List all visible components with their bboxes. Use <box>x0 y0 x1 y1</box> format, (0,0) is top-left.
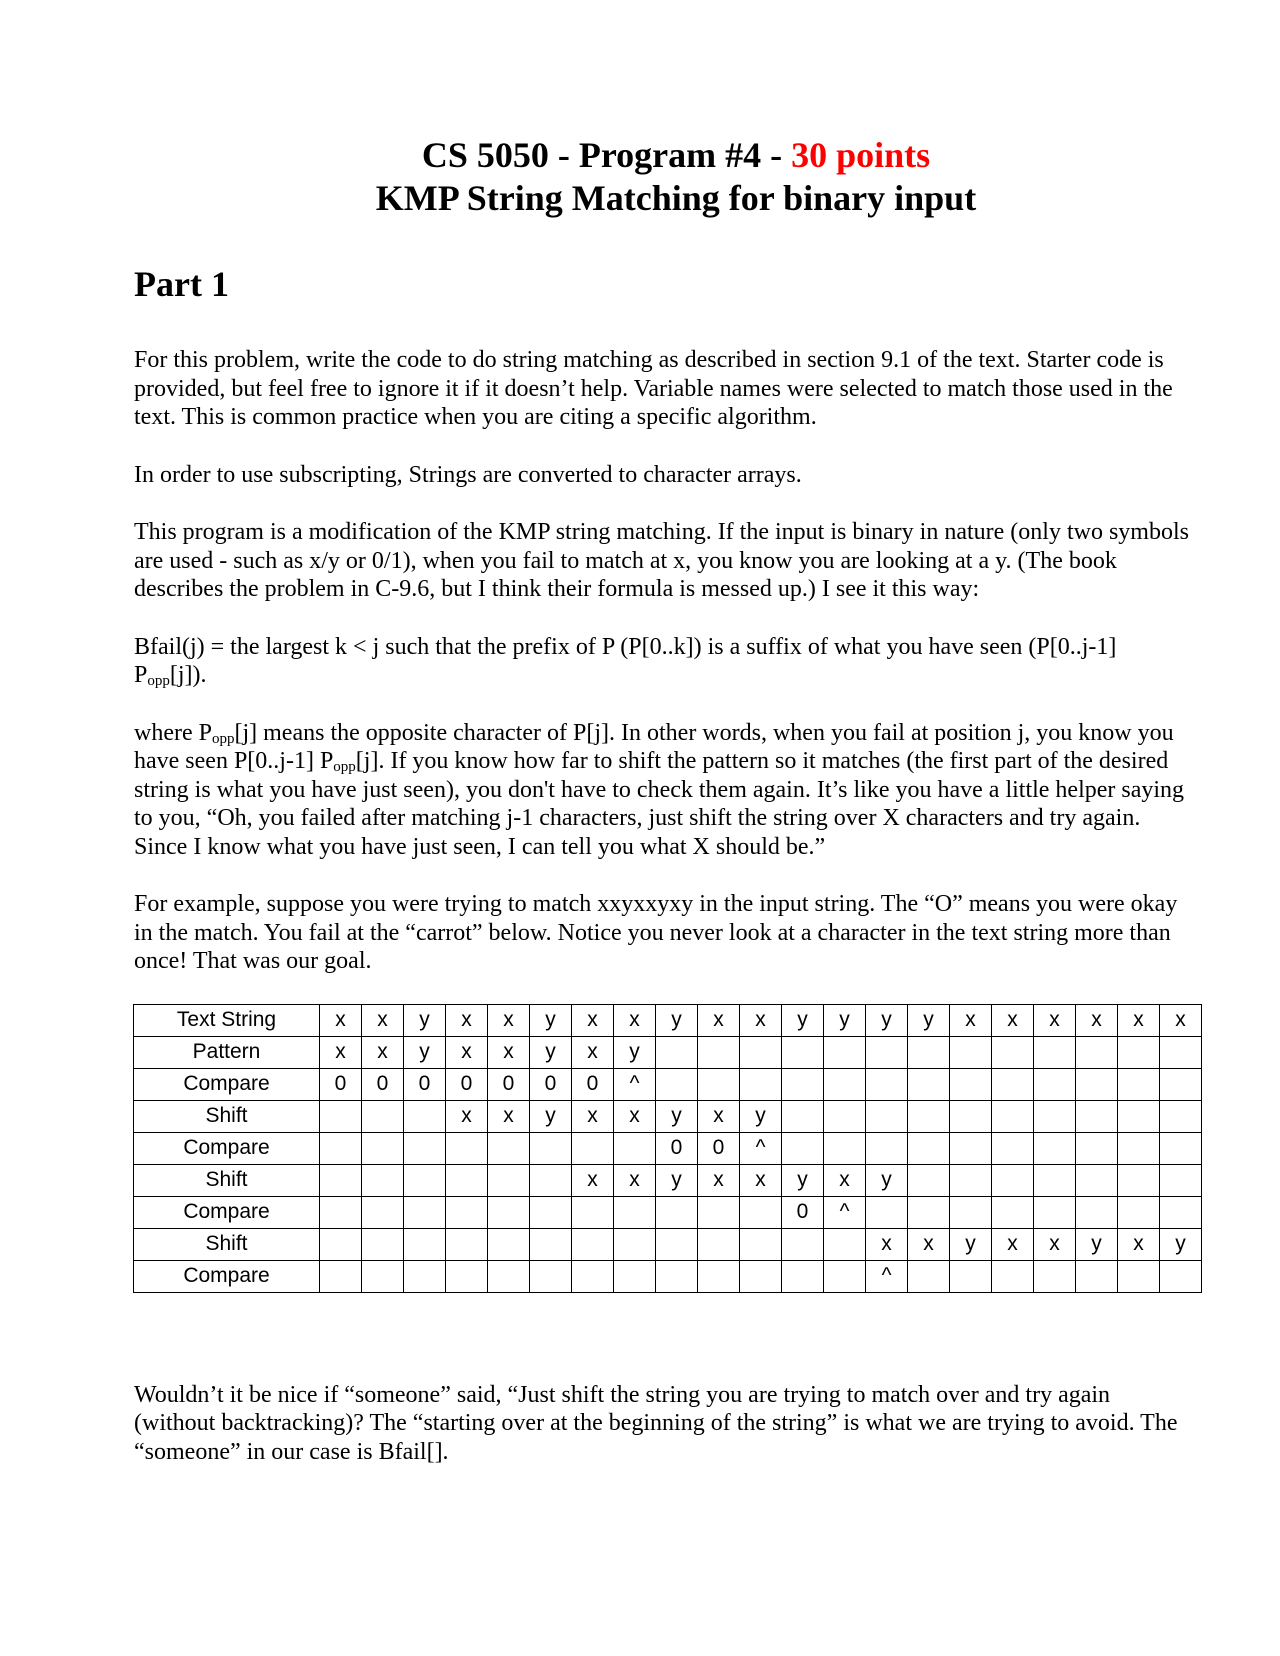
table-cell: y <box>1160 1228 1202 1260</box>
table-cell: y <box>530 1036 572 1068</box>
table-cell <box>698 1036 740 1068</box>
table-cell <box>740 1260 782 1292</box>
table-cell <box>1118 1164 1160 1196</box>
table-cell <box>1118 1036 1160 1068</box>
table-cell <box>1034 1100 1076 1132</box>
table-cell: x <box>446 1100 488 1132</box>
table-cell <box>1160 1260 1202 1292</box>
table-cell <box>1034 1068 1076 1100</box>
table-cell <box>530 1132 572 1164</box>
table-cell: x <box>698 1100 740 1132</box>
table-cell <box>320 1164 362 1196</box>
table-cell <box>1076 1100 1118 1132</box>
table-cell: y <box>782 1164 824 1196</box>
table-cell: y <box>656 1004 698 1036</box>
table-cell: 0 <box>698 1132 740 1164</box>
table-cell: y <box>740 1100 782 1132</box>
table-cell <box>1076 1164 1118 1196</box>
table-cell <box>950 1164 992 1196</box>
table-cell: x <box>908 1228 950 1260</box>
row-label: Compare <box>134 1196 320 1228</box>
row-label: Compare <box>134 1260 320 1292</box>
table-cell: x <box>614 1164 656 1196</box>
table-cell: x <box>1034 1004 1076 1036</box>
table-cell <box>446 1228 488 1260</box>
table-cell <box>572 1196 614 1228</box>
table-cell <box>908 1100 950 1132</box>
table-cell: y <box>656 1100 698 1132</box>
table-cell: y <box>404 1036 446 1068</box>
table-cell <box>488 1196 530 1228</box>
table-cell <box>530 1196 572 1228</box>
table-row <box>134 1196 1202 1228</box>
table-cell <box>908 1068 950 1100</box>
paragraph-modification: This program is a modification of the KMP string matching. If the input is binary in nature (only two symbols are used - such as x/y or 0/1), when you fail to match at x, you know you are looking at a y. (The book describes the problem in C-9.6, but I think their formula is messed up.) I see it this way: <box>134 519 1189 602</box>
table-cell <box>824 1100 866 1132</box>
table-cell: x <box>698 1004 740 1036</box>
table-cell <box>1034 1164 1076 1196</box>
table-cell <box>950 1132 992 1164</box>
table-cell <box>446 1164 488 1196</box>
table-cell: x <box>1034 1228 1076 1260</box>
part-heading: Part 1 <box>134 264 229 304</box>
table-cell: x <box>572 1164 614 1196</box>
table-cell: x <box>740 1164 782 1196</box>
document-title <box>134 134 1194 220</box>
table-cell <box>404 1132 446 1164</box>
table-cell <box>656 1260 698 1292</box>
table-cell <box>320 1132 362 1164</box>
table-cell <box>320 1196 362 1228</box>
table-cell <box>782 1068 824 1100</box>
table-cell: y <box>656 1164 698 1196</box>
table-cell <box>446 1196 488 1228</box>
paragraph-bfail-definition: Bfail(j) = the largest k < j such that the prefix of P (P[0..k]) is a suffix of what you have seen (P[0..j-1] $P_{opp}[j]$). <box>134 633 1117 689</box>
table-cell <box>950 1260 992 1292</box>
row-label: Compare <box>134 1068 320 1100</box>
table-cell <box>782 1228 824 1260</box>
table-cell <box>908 1164 950 1196</box>
table-cell <box>488 1260 530 1292</box>
table-cell <box>572 1260 614 1292</box>
kmp-example-table <box>133 1004 1202 1293</box>
table-cell <box>1034 1036 1076 1068</box>
table-cell <box>1118 1068 1160 1100</box>
table-cell: x <box>698 1164 740 1196</box>
table-cell <box>362 1196 404 1228</box>
table-cell <box>1160 1100 1202 1132</box>
table-cell <box>362 1260 404 1292</box>
table-cell <box>446 1260 488 1292</box>
table-cell <box>656 1036 698 1068</box>
table-cell <box>404 1260 446 1292</box>
table-cell <box>992 1260 1034 1292</box>
table-cell: 0 <box>404 1068 446 1100</box>
table-cell: x <box>614 1100 656 1132</box>
table-cell <box>698 1260 740 1292</box>
table-cell <box>782 1100 824 1132</box>
table-cell <box>950 1100 992 1132</box>
table-cell <box>488 1164 530 1196</box>
table-cell: y <box>1076 1228 1118 1260</box>
table-cell <box>992 1100 1034 1132</box>
table-cell <box>1160 1036 1202 1068</box>
table-cell: x <box>1160 1004 1202 1036</box>
paragraph-subscripting: In order to use subscripting, Strings are converted to character arrays. <box>134 461 802 488</box>
table-cell <box>782 1036 824 1068</box>
table-cell <box>404 1100 446 1132</box>
table-row <box>134 1068 1202 1100</box>
table-cell <box>320 1100 362 1132</box>
title-course-program: CS 5050 - Program #4 - <box>421 135 792 175</box>
table-cell <box>740 1036 782 1068</box>
table-cell <box>908 1260 950 1292</box>
table-cell <box>908 1196 950 1228</box>
table-cell: 0 <box>530 1068 572 1100</box>
table-cell: x <box>992 1228 1034 1260</box>
table-cell: x <box>572 1036 614 1068</box>
table-cell <box>1076 1196 1118 1228</box>
table-cell: x <box>614 1004 656 1036</box>
table-cell: x <box>446 1004 488 1036</box>
table-cell <box>740 1196 782 1228</box>
paragraph-closing: Wouldn’t it be nice if “someone” said, “Just shift the string you are trying to match over and try again (without backtracking)? The “starting over at the beginning of the string” is what we are trying to avoid. The “someone” in our case is Bfail[]. <box>134 1381 1178 1465</box>
table-cell <box>1034 1260 1076 1292</box>
row-label: Compare <box>134 1132 320 1164</box>
table-cell: 0 <box>572 1068 614 1100</box>
title-points: 30 points <box>791 135 931 175</box>
table-cell <box>992 1196 1034 1228</box>
table-cell: x <box>362 1004 404 1036</box>
table-cell <box>950 1196 992 1228</box>
table-cell: x <box>488 1036 530 1068</box>
table-cell <box>614 1132 656 1164</box>
table-row <box>134 1100 1202 1132</box>
table-cell <box>614 1196 656 1228</box>
table-cell <box>824 1228 866 1260</box>
table-cell: x <box>320 1036 362 1068</box>
table-cell <box>992 1164 1034 1196</box>
table-cell <box>782 1132 824 1164</box>
table-cell <box>530 1164 572 1196</box>
table-cell: x <box>572 1100 614 1132</box>
row-label: Pattern <box>134 1036 320 1068</box>
table-cell <box>1076 1260 1118 1292</box>
table-cell <box>992 1036 1034 1068</box>
table-cell <box>656 1228 698 1260</box>
table-cell: 0 <box>782 1196 824 1228</box>
table-cell <box>404 1164 446 1196</box>
table-cell: x <box>1118 1004 1160 1036</box>
table-cell: x <box>1076 1004 1118 1036</box>
table-row <box>134 1036 1202 1068</box>
table-cell <box>656 1068 698 1100</box>
table-cell <box>572 1132 614 1164</box>
table-cell <box>698 1196 740 1228</box>
table-cell <box>614 1228 656 1260</box>
table-cell: x <box>320 1004 362 1036</box>
table-cell: x <box>572 1004 614 1036</box>
table-cell: y <box>530 1100 572 1132</box>
table-cell: ^ <box>824 1196 866 1228</box>
table-cell <box>614 1260 656 1292</box>
table-cell: y <box>950 1228 992 1260</box>
table-cell: y <box>866 1164 908 1196</box>
table-cell: ^ <box>614 1068 656 1100</box>
table-cell: x <box>488 1100 530 1132</box>
table-cell <box>740 1228 782 1260</box>
table-cell: x <box>950 1004 992 1036</box>
table-cell <box>866 1036 908 1068</box>
table-cell <box>992 1132 1034 1164</box>
table-cell: x <box>740 1004 782 1036</box>
table-cell <box>740 1068 782 1100</box>
table-cell: ^ <box>740 1132 782 1164</box>
table-row <box>134 1004 1202 1036</box>
table-cell <box>1118 1132 1160 1164</box>
table-cell <box>320 1260 362 1292</box>
table-cell: y <box>404 1004 446 1036</box>
table-cell <box>1034 1196 1076 1228</box>
table-cell <box>1118 1100 1160 1132</box>
table-cell: y <box>824 1004 866 1036</box>
table-cell: x <box>992 1004 1034 1036</box>
table-cell <box>1076 1036 1118 1068</box>
row-label: Shift <box>134 1228 320 1260</box>
table-cell <box>572 1228 614 1260</box>
table-cell <box>530 1260 572 1292</box>
table-cell: y <box>782 1004 824 1036</box>
table-cell: y <box>530 1004 572 1036</box>
table-cell <box>866 1196 908 1228</box>
table-cell <box>1076 1068 1118 1100</box>
table-cell: y <box>908 1004 950 1036</box>
table-cell <box>362 1132 404 1164</box>
table-cell: y <box>866 1004 908 1036</box>
document-page <box>134 134 1194 1495</box>
table-cell: 0 <box>362 1068 404 1100</box>
table-cell <box>908 1132 950 1164</box>
table-cell <box>488 1132 530 1164</box>
table-cell: x <box>446 1036 488 1068</box>
table-cell: ^ <box>866 1260 908 1292</box>
table-cell: x <box>488 1004 530 1036</box>
row-label: Shift <box>134 1164 320 1196</box>
table-cell: x <box>824 1164 866 1196</box>
table-cell: x <box>362 1036 404 1068</box>
table-cell: x <box>1118 1228 1160 1260</box>
table-cell: 0 <box>446 1068 488 1100</box>
title-subtitle: KMP String Matching for binary input <box>375 178 977 218</box>
paragraph-example: For example, suppose you were trying to match xxyxxyxy in the input string. The “O” means you were okay in the match. You fail at the “carrot” below. Notice you never look at a character in the text string more than once! That was our goal. <box>134 891 1178 974</box>
table-cell <box>824 1068 866 1100</box>
table-cell <box>362 1228 404 1260</box>
table-cell <box>530 1228 572 1260</box>
table-cell <box>404 1228 446 1260</box>
table-row <box>134 1260 1202 1292</box>
table-cell <box>1118 1196 1160 1228</box>
table-row <box>134 1164 1202 1196</box>
table-cell <box>698 1068 740 1100</box>
table-cell <box>908 1036 950 1068</box>
table-cell <box>866 1068 908 1100</box>
table-cell <box>992 1068 1034 1100</box>
table-cell <box>1076 1132 1118 1164</box>
paragraph-intro: For this problem, write the code to do string matching as described in section 9.1 of the text. Starter code is provided, but feel free to ignore it if it doesn’t help. Variable names were selected to match those used in the text. This is common practice when you are citing a specific algorithm. <box>134 347 1173 430</box>
row-label: Shift <box>134 1100 320 1132</box>
table-cell <box>866 1100 908 1132</box>
table-cell <box>950 1036 992 1068</box>
table-cell: 0 <box>488 1068 530 1100</box>
table-cell <box>782 1260 824 1292</box>
table-cell <box>362 1164 404 1196</box>
table-cell: y <box>614 1036 656 1068</box>
table-cell <box>320 1228 362 1260</box>
table-cell <box>824 1036 866 1068</box>
table-cell <box>446 1132 488 1164</box>
table-cell <box>698 1228 740 1260</box>
table-cell <box>824 1260 866 1292</box>
table-cell: 0 <box>656 1132 698 1164</box>
table-row <box>134 1132 1202 1164</box>
table-cell: 0 <box>320 1068 362 1100</box>
table-cell <box>1160 1132 1202 1164</box>
table-cell <box>1160 1164 1202 1196</box>
table-cell <box>1160 1068 1202 1100</box>
table-cell: x <box>866 1228 908 1260</box>
table-cell <box>362 1100 404 1132</box>
paragraph-popp-explanation: where $P_{opp}[j]$ means the opposite character of P[j]. In other words, when you fail at position j, you know you have seen P[0..j-1] $P_{opp}[j]$. If you know how far to shift the pattern so it matches (the first part of the desired string is what you have just seen), you don't have to check them again. It’s like you have a little helper saying to you, “Oh, you failed after matching j-1 characters, just shift the string over X characters and try again. Since I know what you have just seen, I can tell you what X should be.” <box>134 719 1185 860</box>
table-row <box>134 1228 1202 1260</box>
table-cell <box>950 1068 992 1100</box>
row-label: Text String <box>134 1004 320 1036</box>
table-cell <box>488 1228 530 1260</box>
table-cell <box>866 1132 908 1164</box>
table-cell <box>1034 1132 1076 1164</box>
table-cell <box>656 1196 698 1228</box>
table-cell <box>824 1132 866 1164</box>
table-cell <box>404 1196 446 1228</box>
table-cell <box>1118 1260 1160 1292</box>
table-cell <box>1160 1196 1202 1228</box>
